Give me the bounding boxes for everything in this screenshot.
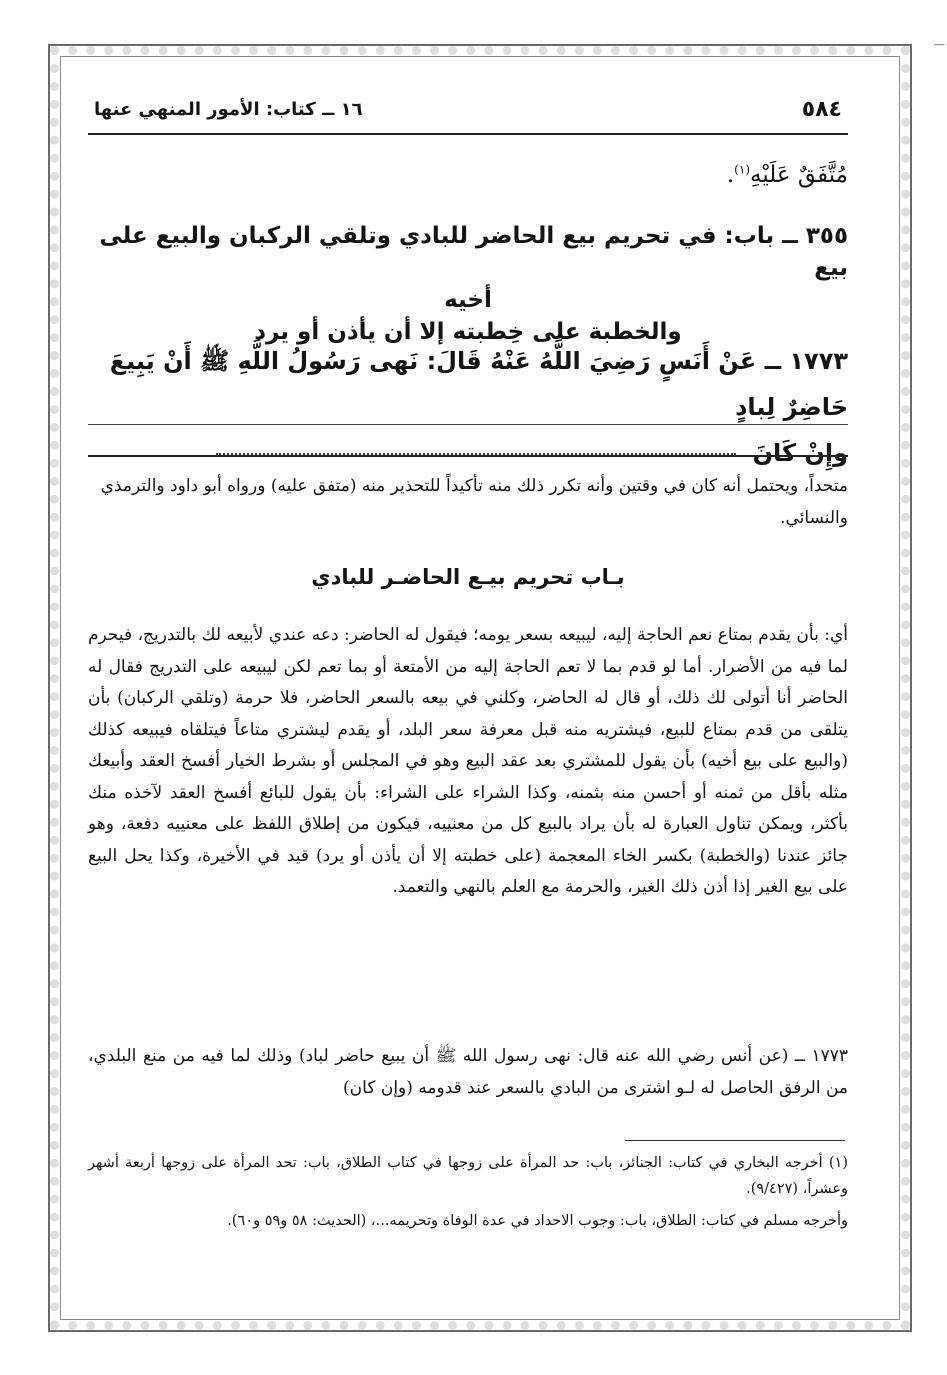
footnote-2: وأخرجه مسلم في كتاب: الطلاق، باب: وجوب الاحداد في عدة الوفاة وتحريمه...، (الحديث: ٥٨ و٥٩ و٦٠).	[227, 1213, 848, 1229]
footnotes	[88, 1150, 848, 1240]
footnote-divider	[625, 1140, 845, 1141]
chapter-heading-line2: أخيه	[444, 287, 492, 313]
hadith-line2: وإِنْ كَانَ	[752, 439, 848, 467]
corner-mark: —	[934, 38, 945, 51]
commentary-intro: متحداً، ويحتمل أنه كان في وقتين وأنه تكرر ذلك منه تأكيداً للتحذير منه (متفق عليه) ورواه أبو داود والترمذي والنسائي.	[100, 476, 848, 528]
muttafaq-text: مُتَّفَقٌ عَلَيْهِ	[750, 162, 848, 188]
section-divider-thin	[88, 424, 848, 425]
chapter-heading-line1: ٣٥٥ ــ باب: في تحريم بيع الحاضر للبادي وتلقي الركبان والبيع على بيع	[99, 223, 848, 281]
section-divider-thick	[88, 455, 848, 457]
hadith-line1: ١٧٧٣ ــ عَنْ أَنَسٍ رَضِيَ اللَّهُ عَنْهُ قَالَ: نَهى رَسُولُ اللَّهِ ﷺ أَنْ يَبِيعَ حَاضِرٌ لِبادٍ	[109, 347, 848, 421]
chapter-title: ١٦ ــ كتاب: الأمور المنهي عنها	[94, 99, 363, 120]
footnote-ref[interactable]: (١)	[734, 162, 750, 177]
chapter-heading	[88, 220, 848, 348]
footnote-1: (١) أخرجه البخاري في كتاب: الجنائز، باب: حد المرأة على زوجها في كتاب الطلاق، باب: تحد المرأة على زوجها أربعة أشهر وعشراً، (٩/٤٢٧).	[88, 1155, 848, 1197]
page-number: ٥٨٤	[801, 97, 842, 122]
chapter-heading-line3: والخطبة على خِطبته إلا أن يأذن أو يرد	[254, 319, 682, 345]
muttafaq-line: مُتَّفَقٌ عَلَيْهِ$^{(١)}$.	[726, 162, 848, 188]
commentary-explanation: أي: بأن يقدم بمتاع نعم الحاجة إليه، ليبيعه بسعر يومه؛ فيقول له الحاضر: دعه عندي لأبيعه لك بالتدريج، فيحرم لما فيه من الأضرار. أما لو قدم بما لا تعم الحاجة إليه من الأمتعة أو بما تعم لكن ليبيعه على التدريج فقال له الحاضر أنا أتولى لك ذلك، أو قال له الحاضر، وكلني في بيعه بالسعر الحاضر، فلا حرمة (وتلقي الركبان) بأن يتلقى من قدم بمتاع للبيع، فيشتريه منه قبل معرفة سعر البلد، أو يقدم ليشتري متاعاً فيتلقاه فيبيعه كذلك (والبيع على بيع أخيه) بأن يقول للمشتري بعد عقد البيع وهو في المجلس أو بشرط الخيار أفسخ العقد وأبيعك مثله بأقل من ثمنه أو أحسن منه بثمنه، وكذا الشراء على الشراء: بأن يقول للبائع أفسخ العقد لآخذه منك بأكثر، ويمكن تناول العبارة له بأن يراد بالبيع كل من معنييه، فيكون من إطلاق اللفظ على معنييه دفعة، وهو جائز عندنا (والخطبة) بكسر الخاء المعجمة (على خطبته إلا أن يأذن أو يرد) قيد في الأخيرة، وكذا يحل البيع على بيع الغير إذا أذن ذلك الغير، والحرمة مع العلم بالنهي والتعمد.	[88, 625, 848, 897]
hadith-commentary: ١٧٧٣ ــ (عن أنس رضي الله عنه قال: نهى رسول الله ﷺ أن يبيع حاضر لباد) وذلك لما فيه من منع البلدي، من الرفق الحاصل له لـو اشترى من البادي بالسعر عند قدومه (وإن كان)	[88, 1046, 848, 1098]
running-head	[88, 97, 848, 135]
commentary-heading: بـاب تحريم بيـع الحاضـر للبادي	[311, 565, 625, 589]
